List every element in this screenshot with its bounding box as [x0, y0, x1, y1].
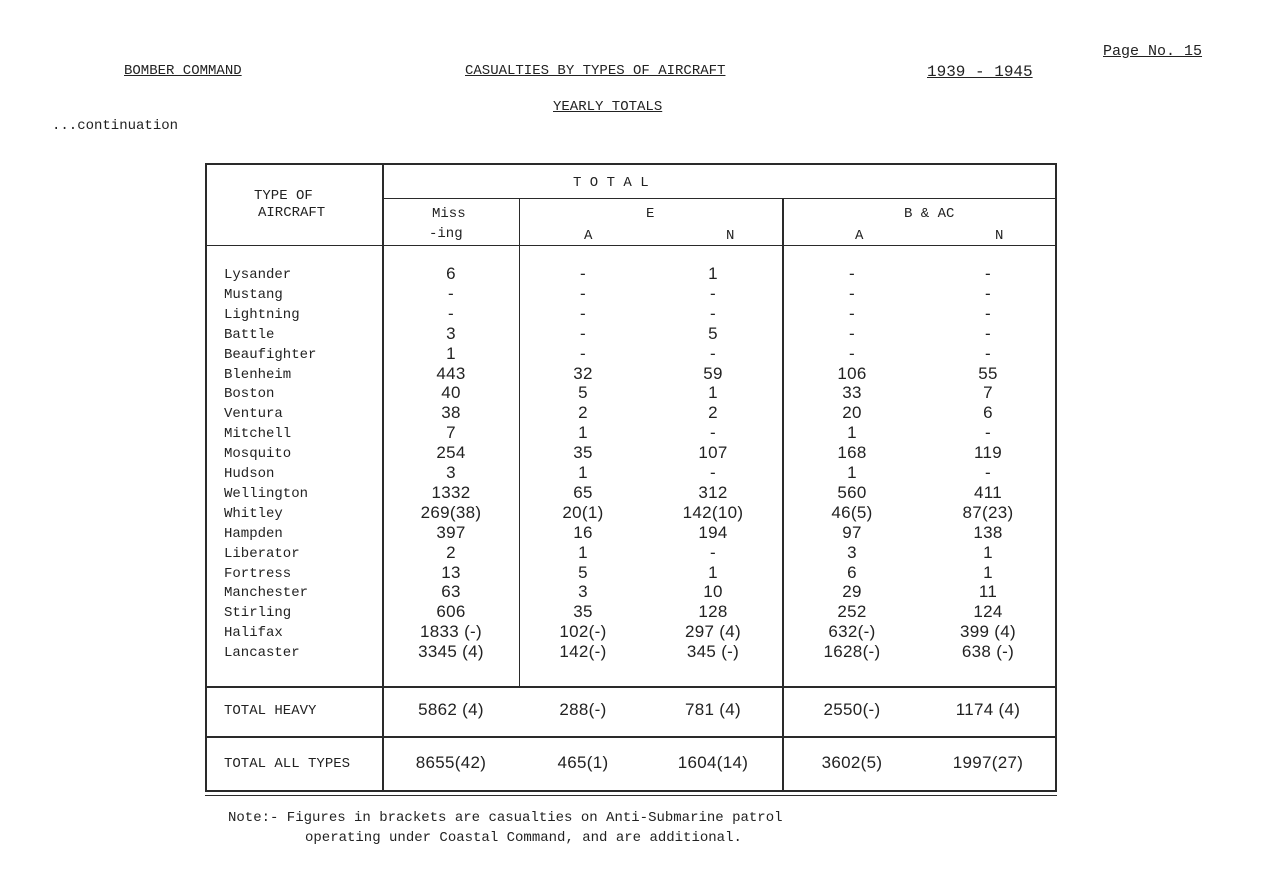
cell-b-a: - [849, 323, 855, 343]
cell-b-a: 97 [842, 522, 862, 542]
total-all-b-n: 1997(27) [952, 753, 1024, 772]
cell-e-n: - [710, 303, 716, 323]
cell-e-n: 1 [708, 383, 718, 403]
cell-missing: 40 [441, 383, 461, 403]
cell-b-n: - [985, 423, 991, 443]
cell-b-n: 638 (-) [961, 642, 1015, 662]
organization-heading: BOMBER COMMAND [124, 63, 242, 79]
header-type-line2: AIRCRAFT [258, 205, 326, 221]
cell-b-a: 252 [837, 602, 867, 622]
cell-missing: 1833 (-) [420, 622, 482, 642]
total-heavy-e-n: 781 (4) [685, 700, 741, 719]
cell-e-a: 20(1) [562, 502, 604, 522]
cell-b-a: 632(-) [828, 622, 876, 642]
cell-e-n: 59 [703, 363, 723, 383]
cell-e-n: - [710, 283, 716, 303]
cell-b-n: - [985, 323, 991, 343]
cell-missing: 3 [446, 323, 456, 343]
document-title: CASUALTIES BY TYPES OF AIRCRAFT [465, 63, 726, 79]
cell-e-n: 2 [708, 403, 718, 423]
header-type-line1: TYPE OF [254, 188, 313, 204]
cell-e-a: 35 [573, 602, 593, 622]
total-heavy-e-a: 288(-) [559, 700, 607, 719]
cell-e-a: 1 [578, 542, 588, 562]
cell-type: Ventura [224, 406, 283, 423]
cell-type: Wellington [224, 485, 309, 502]
total-all-b-a: 3602(5) [821, 753, 883, 772]
cell-type: Stirling [224, 605, 292, 622]
cell-e-a: - [580, 323, 586, 343]
cell-missing: 254 [436, 443, 466, 463]
header-bac-n: N [995, 228, 1004, 244]
cell-type: Manchester [224, 585, 309, 602]
cell-b-n: 124 [973, 602, 1003, 622]
cell-type: Halifax [224, 625, 283, 642]
cell-missing: - [448, 303, 454, 323]
page-number: Page No. 15 [1103, 43, 1203, 60]
year-range: 1939 - 1945 [927, 63, 1033, 81]
total-heavy-missing: 5862 (4) [418, 700, 484, 719]
cell-b-n: 399 (4) [960, 622, 1016, 642]
cell-b-n: - [985, 303, 991, 323]
header-rule-total [382, 198, 1057, 199]
cell-e-n: 1 [708, 562, 718, 582]
footnote-line-1: Note:- Figures in brackets are casualties on Anti-Submarine patrol [228, 810, 783, 826]
cell-e-a: - [580, 264, 586, 283]
cell-type: Lysander [224, 267, 292, 283]
cell-type: Whitley [224, 505, 283, 522]
header-bac-a: A [855, 228, 864, 244]
cell-e-n: - [710, 423, 716, 443]
cell-type: Hudson [224, 466, 275, 482]
cell-e-n: 10 [703, 582, 723, 602]
cell-missing: 63 [441, 582, 461, 602]
cell-b-a: - [849, 264, 855, 283]
cell-e-n: - [710, 343, 716, 363]
cell-b-a: 1 [847, 463, 857, 482]
cell-type: Blenheim [224, 366, 292, 383]
cell-e-a: 16 [573, 522, 593, 542]
cell-b-a: 20 [842, 403, 862, 423]
cell-missing: 6 [446, 264, 456, 283]
cell-e-a: - [580, 343, 586, 363]
table-border-bottom-double [205, 795, 1057, 796]
cell-e-a: 3 [578, 582, 588, 602]
cell-missing: 1332 [431, 482, 471, 502]
cell-b-n: - [985, 463, 991, 482]
cell-e-n: 1 [708, 264, 718, 283]
cell-type: Battle [224, 326, 275, 343]
cell-b-n: 55 [978, 363, 998, 383]
table-border-top [205, 163, 1057, 165]
total-all-label: TOTAL ALL TYPES [224, 756, 351, 772]
header-e-n: N [726, 228, 735, 244]
total-heavy-b-a: 2550(-) [823, 700, 881, 719]
cell-e-a: 1 [578, 463, 588, 482]
cell-missing: 397 [436, 522, 466, 542]
cell-type: Mitchell [224, 426, 292, 443]
cell-type: Liberator [224, 545, 300, 562]
cell-missing: 7 [446, 423, 456, 443]
cell-type: Fortress [224, 565, 292, 582]
total-all-e-n: 1604(14) [677, 753, 749, 772]
cell-e-n: - [710, 463, 716, 482]
cell-e-a: - [580, 303, 586, 323]
cell-b-a: 33 [842, 383, 862, 403]
cell-e-n: 345 (-) [686, 642, 740, 662]
cell-b-n: 138 [973, 522, 1003, 542]
header-total-group: T O T A L [573, 175, 649, 191]
cell-missing: 2 [446, 542, 456, 562]
cell-b-a: - [849, 343, 855, 363]
total-heavy-label: TOTAL HEAVY [224, 703, 317, 719]
cell-e-n: 128 [698, 602, 728, 622]
cell-missing: 38 [441, 403, 461, 423]
cell-b-a: 560 [837, 482, 867, 502]
cell-b-a: - [849, 283, 855, 303]
cell-e-a: 142(-) [559, 642, 607, 662]
cell-b-n: - [985, 264, 991, 283]
cell-b-n: 7 [983, 383, 993, 403]
cell-type: Beaufighter [224, 346, 317, 363]
cell-missing: - [448, 283, 454, 303]
cell-e-a: 102(-) [559, 622, 607, 642]
cell-e-n: 107 [698, 443, 728, 463]
rule-above-total-heavy [205, 686, 1057, 688]
total-all-e-a: 465(1) [557, 753, 609, 772]
total-all-missing: 8655(42) [415, 753, 487, 772]
header-bac-group: B & AC [904, 206, 955, 222]
cell-e-a: 1 [578, 423, 588, 443]
cell-missing: 443 [436, 363, 466, 383]
cell-b-a: 46(5) [831, 502, 873, 522]
header-rule-main [205, 245, 1057, 246]
cell-type: Hampden [224, 525, 283, 542]
cell-e-a: 35 [573, 443, 593, 463]
cell-type: Boston [224, 386, 275, 403]
header-e-a: A [584, 228, 593, 244]
footnote [228, 808, 783, 848]
rule-above-total-all [205, 736, 1057, 738]
document-subtitle: YEARLY TOTALS [553, 99, 663, 115]
cell-b-n: 411 [973, 482, 1002, 502]
cell-e-a: 5 [578, 383, 588, 403]
header-e-group: E [646, 206, 655, 222]
cell-e-a: 2 [578, 403, 588, 423]
cell-b-a: 3 [847, 542, 857, 562]
footnote-line-2: operating under Coastal Command, and are additional. [305, 830, 742, 846]
cell-b-a: 29 [842, 582, 862, 602]
cell-b-n: 1 [983, 562, 993, 582]
cell-type: Lightning [224, 306, 300, 323]
cell-e-a: - [580, 283, 586, 303]
cell-b-n: 87(23) [962, 502, 1014, 522]
cell-e-n: 297 (4) [685, 622, 741, 642]
cell-b-a: 1 [847, 423, 857, 443]
cell-b-n: - [985, 343, 991, 363]
table-border-left [205, 163, 207, 792]
cell-b-a: - [849, 303, 855, 323]
cell-b-n: 6 [983, 403, 993, 423]
cell-b-a: 168 [837, 443, 867, 463]
cell-e-n: - [710, 542, 716, 562]
cell-type: Mosquito [224, 446, 292, 463]
total-heavy-b-n: 1174 (4) [955, 700, 1021, 719]
cell-b-n: 1 [983, 542, 993, 562]
cell-e-n: 194 [698, 522, 728, 542]
cell-b-a: 6 [847, 562, 857, 582]
cell-missing: 3345 (4) [418, 642, 484, 662]
cell-b-n: 11 [978, 582, 998, 602]
cell-type: Lancaster [224, 645, 300, 662]
table-border-bottom [205, 790, 1057, 792]
cell-b-n: - [985, 283, 991, 303]
cell-e-a: 65 [573, 482, 593, 502]
cell-e-n: 312 [698, 482, 728, 502]
cell-e-n: 142(10) [682, 502, 744, 522]
cell-e-n: 5 [708, 323, 718, 343]
cell-e-a: 32 [573, 363, 593, 383]
cell-type: Mustang [224, 286, 283, 303]
cell-missing: 606 [436, 602, 466, 622]
continuation-label: ...continuation [52, 118, 179, 134]
cell-b-a: 106 [837, 363, 867, 383]
header-missing-line1: Miss [432, 206, 466, 222]
cell-missing: 269(38) [420, 502, 482, 522]
header-missing-line2: -ing [429, 226, 463, 242]
cell-b-n: 119 [973, 443, 1002, 463]
cell-e-a: 5 [578, 562, 588, 582]
cell-missing: 1 [446, 343, 456, 363]
cell-missing: 3 [446, 463, 456, 482]
cell-b-a: 1628(-) [823, 642, 881, 662]
cell-missing: 13 [441, 562, 461, 582]
